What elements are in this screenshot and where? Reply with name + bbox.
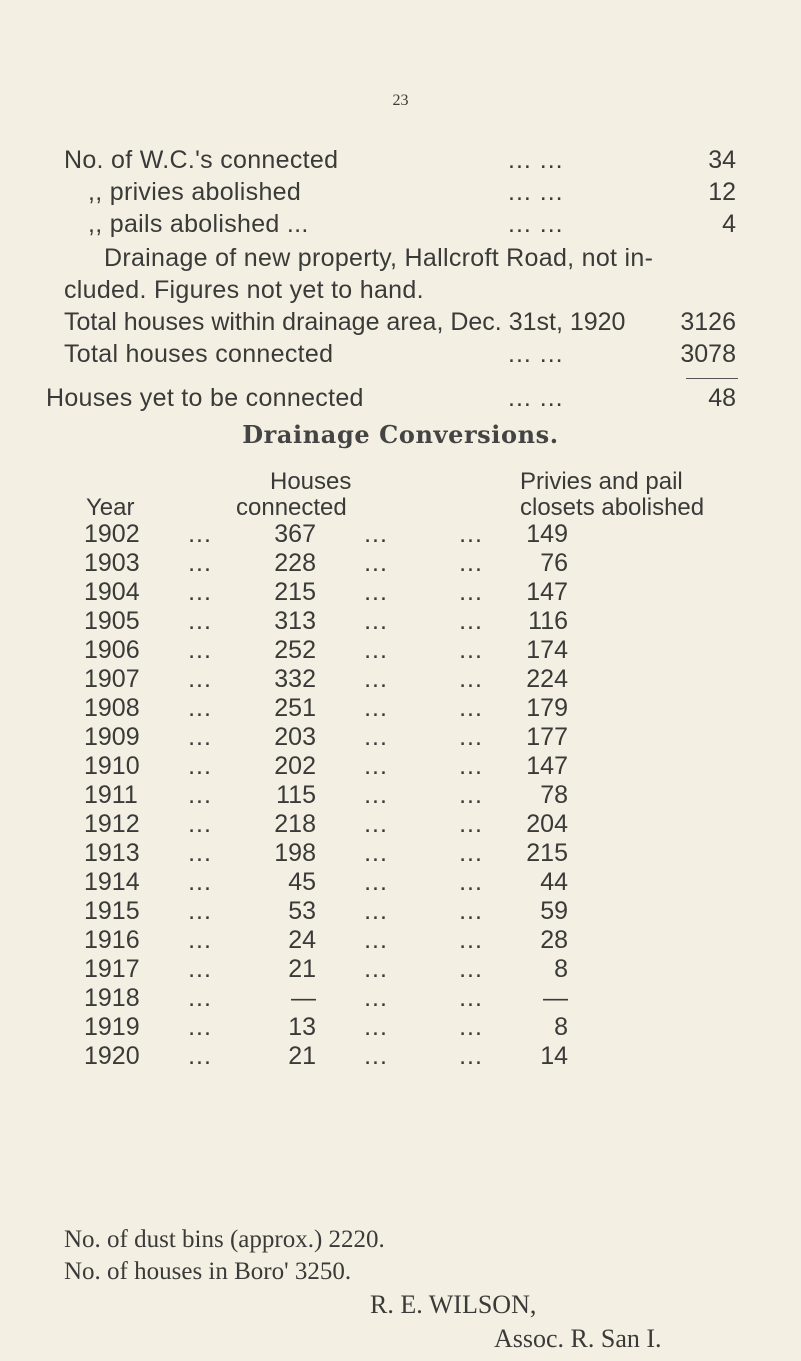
- dust-bins-line: No. of dust bins (approx.) 2220.: [64, 1226, 385, 1253]
- row-dots: ...: [188, 1042, 212, 1070]
- row-houses-connected: —: [291, 984, 316, 1012]
- table-row: [84, 897, 568, 926]
- row-houses-connected: 215: [274, 578, 316, 606]
- row-dots: ...: [459, 868, 483, 896]
- row-dots: ...: [364, 810, 388, 838]
- row-houses-connected: 252: [274, 636, 316, 664]
- wc-connected-dots: ... ...: [508, 146, 564, 174]
- row-dots: ...: [364, 578, 388, 606]
- row-dots: ...: [188, 955, 212, 983]
- row-dots: ...: [188, 549, 212, 577]
- row-year: 1913: [84, 839, 140, 867]
- row-dots: ...: [188, 636, 212, 664]
- row-dots: ...: [364, 665, 388, 693]
- table-row: [84, 549, 568, 578]
- row-year: 1905: [84, 607, 140, 635]
- row-dots: ...: [364, 984, 388, 1012]
- wc-connected-label: No. of W.C.'s connected: [64, 146, 339, 174]
- col-houses-line2: connected: [236, 494, 347, 521]
- signature-name: R. E. WILSON,: [370, 1290, 537, 1319]
- row-dots: ...: [459, 520, 483, 548]
- row-dots: ...: [188, 984, 212, 1012]
- row-privies-abolished: 224: [526, 665, 568, 693]
- table-row: [84, 984, 568, 1013]
- row-dots: ...: [364, 607, 388, 635]
- row-dots: ...: [188, 897, 212, 925]
- total-connected-dots: ... ...: [508, 340, 564, 368]
- houses-yet-value: 48: [708, 384, 736, 412]
- privies-abolished-dots: ... ...: [508, 178, 564, 206]
- row-year: 1912: [84, 810, 140, 838]
- row-dots: ...: [188, 839, 212, 867]
- row-dots: ...: [459, 781, 483, 809]
- row-dots: ...: [188, 868, 212, 896]
- note-line-1: Drainage of new property, Hallcroft Road, not in-: [104, 244, 654, 272]
- row-year: 1910: [84, 752, 140, 780]
- row-houses-connected: 313: [274, 607, 316, 635]
- wc-connected-value: 34: [708, 146, 736, 174]
- row-dots: ...: [364, 636, 388, 664]
- sum-rule: [686, 378, 738, 379]
- table-row: [84, 636, 568, 665]
- table-row: [84, 578, 568, 607]
- row-dots: ...: [364, 1013, 388, 1041]
- table-row: [84, 607, 568, 636]
- row-dots: ...: [459, 665, 483, 693]
- row-dots: ...: [364, 723, 388, 751]
- pails-abolished-value: 4: [722, 210, 736, 238]
- row-dots: ...: [459, 723, 483, 751]
- row-dots: ...: [188, 1013, 212, 1041]
- total-area-label: Total houses within drainage area, Dec. 31st, 1920: [64, 308, 626, 336]
- row-dots: ...: [459, 549, 483, 577]
- row-dots: ...: [364, 752, 388, 780]
- row-dots: ...: [188, 752, 212, 780]
- row-dots: ...: [188, 665, 212, 693]
- table-row: [84, 723, 568, 752]
- row-dots: ...: [459, 1013, 483, 1041]
- row-houses-connected: 198: [274, 839, 316, 867]
- houses-in-boro-line: No. of houses in Boro' 3250.: [64, 1258, 352, 1285]
- table-row: [84, 1013, 568, 1042]
- row-year: 1906: [84, 636, 140, 664]
- row-dots: ...: [459, 578, 483, 606]
- row-dots: ...: [188, 520, 212, 548]
- row-dots: ...: [364, 926, 388, 954]
- row-dots: ...: [188, 723, 212, 751]
- table-row: [84, 781, 568, 810]
- note-line-2: cluded. Figures not yet to hand.: [64, 276, 424, 304]
- row-dots: ...: [459, 926, 483, 954]
- row-houses-connected: 45: [288, 868, 316, 896]
- row-year: 1907: [84, 665, 140, 693]
- row-dots: ...: [364, 868, 388, 896]
- row-dots: ...: [459, 897, 483, 925]
- row-houses-connected: 202: [274, 752, 316, 780]
- row-year: 1917: [84, 955, 140, 983]
- row-dots: ...: [459, 839, 483, 867]
- row-houses-connected: 228: [274, 549, 316, 577]
- pails-abolished-dots: ... ...: [508, 210, 564, 238]
- row-dots: ...: [188, 810, 212, 838]
- row-privies-abolished: 177: [526, 723, 568, 751]
- row-privies-abolished: 147: [526, 752, 568, 780]
- total-connected-label: Total houses connected: [64, 340, 334, 368]
- table-row: [84, 665, 568, 694]
- row-houses-connected: 53: [288, 897, 316, 925]
- row-privies-abolished: 76: [540, 549, 568, 577]
- row-year: 1920: [84, 1042, 140, 1070]
- houses-yet-label: Houses yet to be connected: [46, 384, 364, 412]
- row-houses-connected: 367: [274, 520, 316, 548]
- row-dots: ...: [364, 520, 388, 548]
- table-row: [84, 926, 568, 955]
- row-dots: ...: [459, 810, 483, 838]
- row-houses-connected: 218: [274, 810, 316, 838]
- row-dots: ...: [364, 549, 388, 577]
- row-year: 1903: [84, 549, 140, 577]
- row-privies-abolished: 204: [526, 810, 568, 838]
- row-dots: ...: [188, 607, 212, 635]
- signature-title: Assoc. R. San I.: [494, 1324, 662, 1353]
- row-year: 1919: [84, 1013, 140, 1041]
- row-privies-abolished: 59: [540, 897, 568, 925]
- total-connected-value: 3078: [680, 340, 736, 368]
- table-row: [84, 810, 568, 839]
- row-year: 1911: [84, 781, 138, 809]
- row-dots: ...: [459, 607, 483, 635]
- row-houses-connected: 115: [276, 781, 316, 809]
- row-privies-abolished: 14: [540, 1042, 568, 1070]
- row-year: 1918: [84, 984, 140, 1012]
- col-year: Year: [86, 494, 135, 521]
- col-privies-line1: Privies and pail: [520, 468, 683, 495]
- row-year: 1902: [84, 520, 140, 548]
- row-year: 1908: [84, 694, 140, 722]
- row-dots: ...: [364, 1042, 388, 1070]
- row-dots: ...: [459, 955, 483, 983]
- row-houses-connected: 13: [288, 1013, 316, 1041]
- row-dots: ...: [188, 694, 212, 722]
- privies-abolished-value: 12: [708, 178, 736, 206]
- row-privies-abolished: 44: [540, 868, 568, 896]
- row-privies-abolished: 28: [540, 926, 568, 954]
- table-row: [84, 520, 568, 549]
- row-year: 1914: [84, 868, 140, 896]
- pails-abolished-label: ,, pails abolished ...: [88, 210, 309, 238]
- row-privies-abolished: 8: [554, 955, 568, 983]
- row-dots: ...: [188, 926, 212, 954]
- row-dots: ...: [364, 839, 388, 867]
- col-houses-line1: Houses: [270, 468, 352, 495]
- row-dots: ...: [364, 694, 388, 722]
- row-houses-connected: 24: [288, 926, 316, 954]
- row-dots: ...: [459, 752, 483, 780]
- row-dots: ...: [459, 984, 483, 1012]
- row-dots: ...: [459, 636, 483, 664]
- row-privies-abolished: 149: [526, 520, 568, 548]
- row-year: 1915: [84, 897, 140, 925]
- row-privies-abolished: 8: [554, 1013, 568, 1041]
- row-year: 1916: [84, 926, 140, 954]
- row-privies-abolished: 215: [526, 839, 568, 867]
- privies-abolished-label: ,, privies abolished: [88, 178, 302, 206]
- row-privies-abolished: 116: [528, 607, 568, 635]
- row-houses-connected: 21: [288, 955, 316, 983]
- row-houses-connected: 332: [274, 665, 316, 693]
- row-dots: ...: [188, 578, 212, 606]
- col-privies-line2: closets abolished: [520, 494, 705, 521]
- houses-yet-dots: ... ...: [508, 384, 564, 412]
- total-area-value: 3126: [680, 308, 736, 336]
- row-privies-abolished: 147: [526, 578, 568, 606]
- row-houses-connected: 21: [288, 1042, 316, 1070]
- table-row: [84, 839, 568, 868]
- row-dots: ...: [364, 781, 388, 809]
- drainage-table: [84, 520, 568, 1071]
- table-row: [84, 694, 568, 723]
- row-year: 1909: [84, 723, 140, 751]
- row-dots: ...: [188, 781, 212, 809]
- table-title: Drainage Conversions.: [242, 420, 559, 449]
- row-houses-connected: 203: [274, 723, 316, 751]
- table-row: [84, 868, 568, 897]
- row-privies-abolished: 78: [540, 781, 568, 809]
- table-row: [84, 1042, 568, 1071]
- table-row: [84, 752, 568, 781]
- table-row: [84, 955, 568, 984]
- row-year: 1904: [84, 578, 140, 606]
- row-dots: ...: [364, 897, 388, 925]
- row-privies-abolished: 179: [526, 694, 568, 722]
- row-dots: ...: [364, 955, 388, 983]
- row-dots: ...: [459, 694, 483, 722]
- row-dots: ...: [459, 1042, 483, 1070]
- row-privies-abolished: 174: [526, 636, 568, 664]
- row-privies-abolished: —: [543, 984, 568, 1012]
- row-houses-connected: 251: [274, 694, 316, 722]
- page-number: 23: [392, 92, 409, 109]
